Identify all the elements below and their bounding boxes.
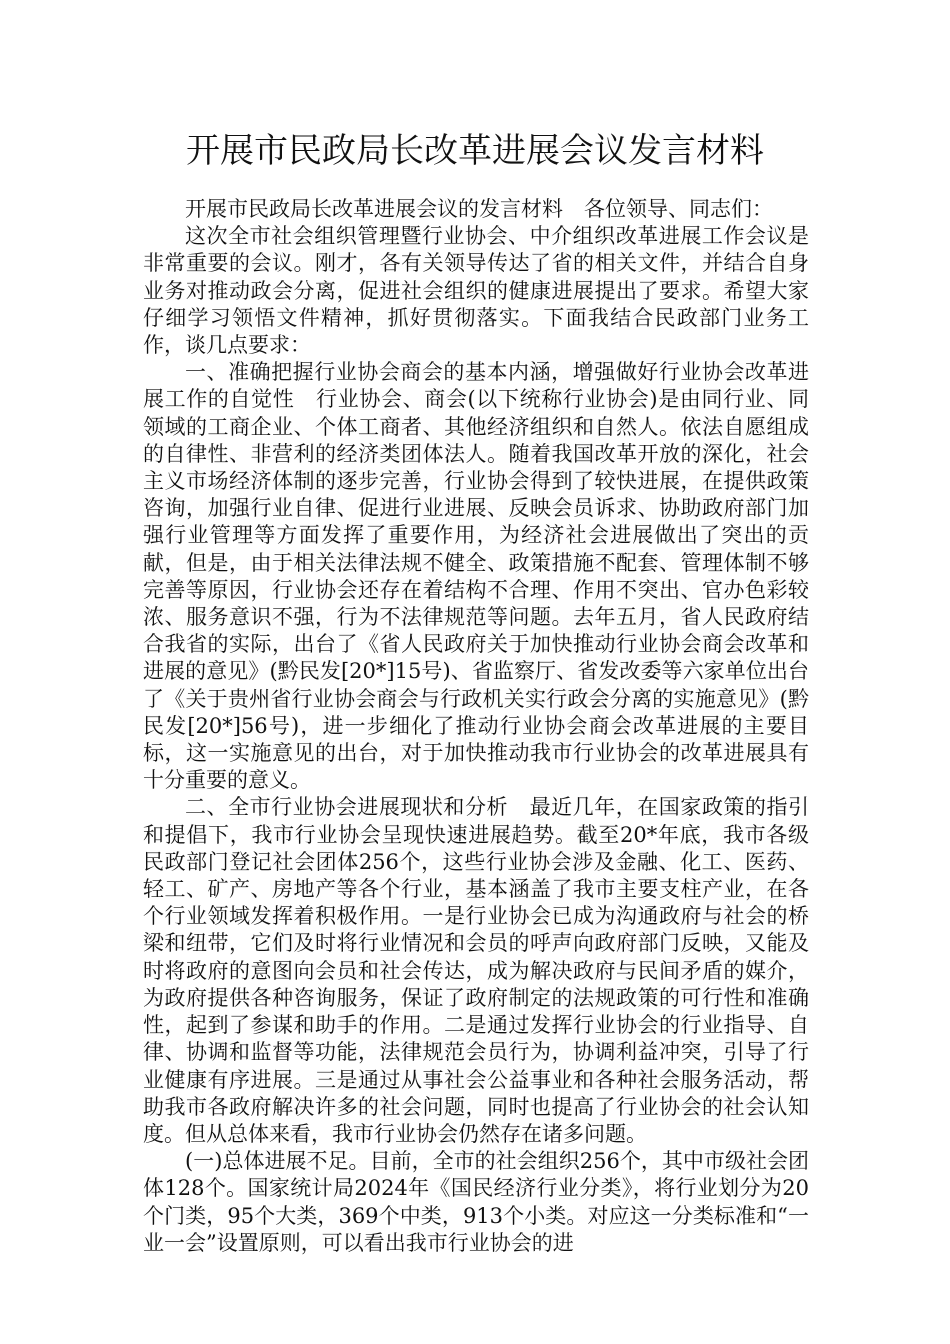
paragraph-subsection-one: (一)总体进展不足。目前，全市的社会组织256个，其中市级社会团体128个。国家统计局2024年《国民经济行业分类》，将行业划分为20个门类，95个大类，369个中类，913个小类。对应这一分类标准和“一业一会”设置原则，可以看出我市行业协会的进 bbox=[143, 1149, 809, 1255]
paragraph-section-one: 一、准确把握行业协会商会的基本内涵，增强做好行业协会改革进展工作的自觉性 行业协会、商会(以下统称行业协会)是由同行业、同领域的工商企业、个体工商者、其他经济组织和自然人。依法自愿组成的自律性、非营利的经济类团体法人。随着我国改革开放的深化，社会主义市场经济体制的逐步完善，行业协会得到了较快进展，在提供政策咨询，加强行业自律、促进行业进展、反映会员诉求、协助政府部门加强行业管理等方面发挥了重要作用，为经济社会进展做出了突出的贡献，但是，由于相关法律法规不健全、政策措施不配套、管理体制不够完善等原因，行业协会还存在着结构不合理、作用不突出、官办色彩较浓、服务意识不强，行为不法律规范等问题。去年五月，省人民政府结合我省的实际，出台了《省人民政府关于加快推动行业协会商会改革和进展的意见》(黔民发[20*]15号)、省监察厅、省发改委等六家单位出台了《关于贵州省行业协会商会与行政机关实行政会分离的实施意见》(黔民发[20*]56号)，进一步细化了推动行业协会商会改革进展的主要目标，这一实施意见的出台，对于加快推动我市行业协会的改革进展具有十分重要的意义。 bbox=[143, 360, 809, 793]
paragraph-opening: 开展市民政局长改革进展会议的发言材料 各位领导、同志们： bbox=[185, 197, 773, 221]
paragraph-section-two: 二、全市行业协会进展现状和分析 最近几年，在国家政策的指引和提倡下，我市行业协会呈现快速进展趋势。截至20*年底，我市各级民政部门登记社会团体256个，这些行业协会涉及金融、化工、医药、轻工、矿产、房地产等各个行业，基本涵盖了我市主要支柱产业，在各个行业领域发挥着积极作用。一是行业协会已成为沟通政府与社会的桥梁和纽带，它们及时将行业情况和会员的呼声向政府部门反映，又能及时将政府的意图向会员和社会传达，成为解决政府与民间矛盾的媒介，为政府提供各种咨询服务，保证了政府制定的法规政策的可行性和准确性，起到了参谋和助手的作用。二是通过发挥行业协会的行业指导、自律、协调和监督等功能，法律规范会员行为，协调利益冲突，引导了行业健康有序进展。三是通过从事社会公益事业和各种社会服务活动，帮助我市各政府解决许多的社会问题，同时也提高了行业协会的社会认知度。但从总体来看，我市行业协会仍然存在诸多问题。 bbox=[143, 795, 809, 1146]
paragraph-intro: 这次全市社会组织管理暨行业协会、中介组织改革进展工作会议是非常重要的会议。刚才，各有关领导传达了省的相关文件，并结合自身业务对推动政会分离，促进社会组织的健康进展提出了要求。希望大家仔细学习领悟文件精神，抓好贯彻落实。下面我结合民政部门业务工作，谈几点要求： bbox=[143, 224, 809, 358]
document-title: 开展市民政局长改革进展会议发言材料 bbox=[186, 131, 764, 171]
document-body bbox=[143, 196, 809, 1257]
